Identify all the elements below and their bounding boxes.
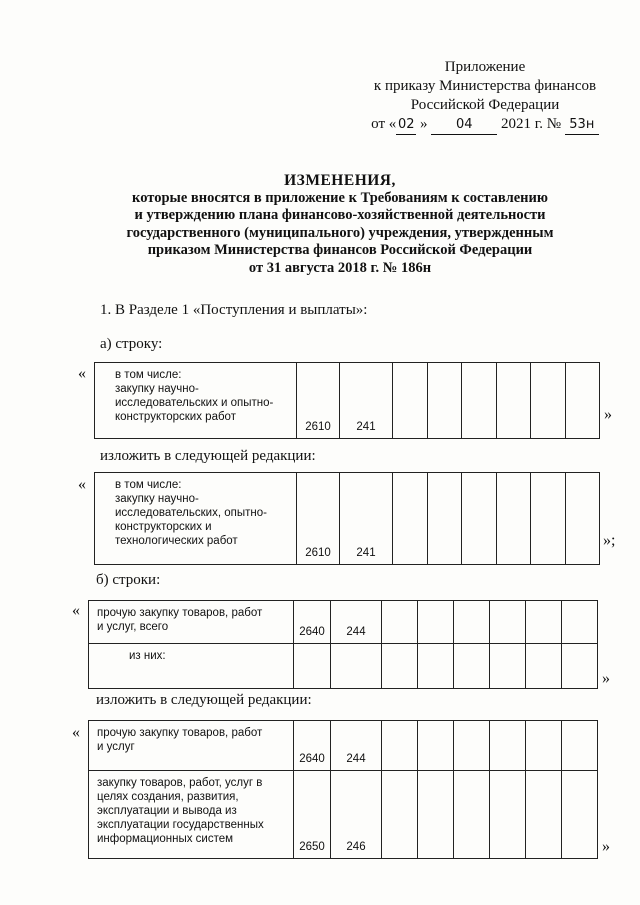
table-b-new xyxy=(88,720,598,859)
row-name-line: конструкторских и xyxy=(115,521,212,533)
row-name-line: прочую закупку товаров, работ xyxy=(97,727,263,739)
title-line-4: приказом Министерства финансов Российской Федерации xyxy=(147,242,533,258)
title-line-1: которые вносятся в приложение к Требованиям к составлению xyxy=(132,189,548,206)
row-code-cell: 2650 xyxy=(294,771,331,859)
document-title xyxy=(60,172,620,277)
empty-cell xyxy=(454,771,490,859)
table-a-new xyxy=(94,472,600,565)
empty-cell xyxy=(382,721,418,771)
row-kbk-cell: 244 xyxy=(331,601,382,644)
table-a-old-open-quote: « xyxy=(78,365,86,382)
empty-cell xyxy=(490,601,526,644)
row-kbk-cell: 241 xyxy=(340,363,393,439)
empty-cell xyxy=(418,721,454,771)
table-a-new-close-quote: »; xyxy=(603,532,616,549)
item-b-label: б) строки: xyxy=(96,572,161,588)
empty-cell xyxy=(454,721,490,771)
empty-cell xyxy=(418,601,454,644)
empty-cell xyxy=(526,721,562,771)
table-row xyxy=(89,601,598,644)
date-day: 02 xyxy=(396,115,416,135)
row-name-line: конструкторских работ xyxy=(115,411,236,423)
row-name-line: исследовательских, опытно- xyxy=(115,507,267,519)
row-name-line: информационных систем xyxy=(97,833,234,845)
row-code-cell: 2640 xyxy=(294,721,331,771)
row-name-line: закупку товаров, работ, услуг в xyxy=(97,777,263,789)
empty-cell xyxy=(462,363,497,439)
empty-cell xyxy=(490,644,526,689)
empty-cell xyxy=(418,644,454,689)
row-name-line: и услуг, всего xyxy=(97,621,169,633)
row-name-line: целях создания, развития, xyxy=(97,791,239,803)
table-a-old-close-quote: » xyxy=(604,406,612,423)
row-code-cell: 2610 xyxy=(297,473,340,565)
empty-cell xyxy=(496,473,531,565)
table-b-new-open-quote: « xyxy=(72,724,80,741)
row-code-cell xyxy=(294,644,331,689)
row-kbk-cell xyxy=(331,644,382,689)
row-name-line: технологических работ xyxy=(115,535,238,547)
row-name-line: эксплуатации государственных xyxy=(97,819,264,831)
empty-cell xyxy=(462,473,497,565)
row-name-line: в том числе: xyxy=(115,369,182,381)
table-b-new-close-quote: » xyxy=(602,838,610,855)
empty-cell xyxy=(454,644,490,689)
title-line-5: от 31 августа 2018 г. № 186н xyxy=(248,259,432,276)
appendix-line-3: Российской Федерации xyxy=(410,97,560,113)
table-a-new-open-quote: « xyxy=(78,476,86,493)
empty-cell xyxy=(562,771,598,859)
table-row xyxy=(89,721,598,771)
appendix-header xyxy=(360,58,610,135)
restate-a-label: изложить в следующей редакции: xyxy=(100,448,316,464)
empty-cell xyxy=(562,721,598,771)
appendix-line-1: Приложение xyxy=(444,59,526,75)
row-name-line: закупку научно- xyxy=(115,493,199,505)
empty-cell xyxy=(496,363,531,439)
table-row xyxy=(95,363,600,439)
row-name-line: закупку научно- xyxy=(115,383,199,395)
row-code-cell: 2640 xyxy=(294,601,331,644)
empty-cell xyxy=(565,473,600,565)
appendix-date-line xyxy=(360,115,610,135)
table-a-old xyxy=(94,362,600,439)
row-name-cell xyxy=(95,363,297,439)
empty-cell xyxy=(565,363,600,439)
table-row xyxy=(89,771,598,859)
row-name-line: в том числе: xyxy=(115,479,182,491)
empty-cell xyxy=(526,644,562,689)
table-b-old-close-quote: » xyxy=(602,670,610,687)
title-line-3: государственного (муниципального) учреждения, утвержденным xyxy=(126,224,554,241)
row-name-line: прочую закупку товаров, работ xyxy=(97,607,263,619)
empty-cell xyxy=(382,644,418,689)
date-year: 2021 г. № xyxy=(497,116,565,132)
appendix-line-2: к приказу Министерства финансов xyxy=(373,78,597,94)
item-a-label: а) строку: xyxy=(100,336,163,352)
row-name-line: эксплуатации и вывода из xyxy=(97,805,237,817)
empty-cell xyxy=(393,363,428,439)
title-heading: ИЗМЕНЕНИЯ, xyxy=(284,172,396,189)
empty-cell xyxy=(418,771,454,859)
row-name-cell xyxy=(89,771,294,859)
empty-cell xyxy=(531,363,566,439)
row-name-line: и услуг xyxy=(97,741,135,753)
empty-cell xyxy=(382,601,418,644)
row-kbk-cell: 246 xyxy=(331,771,382,859)
row-code-cell: 2610 xyxy=(297,363,340,439)
empty-cell xyxy=(382,771,418,859)
empty-cell xyxy=(526,601,562,644)
row-kbk-cell: 241 xyxy=(340,473,393,565)
date-quote-close: » xyxy=(416,116,432,132)
empty-cell xyxy=(427,473,462,565)
row-name-cell xyxy=(89,644,294,689)
empty-cell xyxy=(531,473,566,565)
restate-b-label: изложить в следующей редакции: xyxy=(96,692,312,708)
order-number: 53н xyxy=(565,115,599,135)
date-prefix: от « xyxy=(371,116,397,132)
empty-cell xyxy=(526,771,562,859)
table-row xyxy=(95,473,600,565)
empty-cell xyxy=(393,473,428,565)
section-1-heading: 1. В Разделе 1 «Поступления и выплаты»: xyxy=(100,302,368,318)
empty-cell xyxy=(562,644,598,689)
empty-cell xyxy=(562,601,598,644)
title-line-2: и утверждению плана финансово-хозяйственной деятельности xyxy=(134,207,546,223)
empty-cell xyxy=(454,601,490,644)
table-b-old xyxy=(88,600,598,689)
table-b-old-open-quote: « xyxy=(72,602,80,619)
row-name-cell xyxy=(89,721,294,771)
row-name-cell xyxy=(89,601,294,644)
row-name-cell xyxy=(95,473,297,565)
table-row xyxy=(89,644,598,689)
row-name-line: из них: xyxy=(129,650,166,662)
empty-cell xyxy=(427,363,462,439)
date-month: 04 xyxy=(431,115,497,135)
row-kbk-cell: 244 xyxy=(331,721,382,771)
empty-cell xyxy=(490,771,526,859)
row-name-line: исследовательских и опытно- xyxy=(115,397,274,409)
empty-cell xyxy=(490,721,526,771)
